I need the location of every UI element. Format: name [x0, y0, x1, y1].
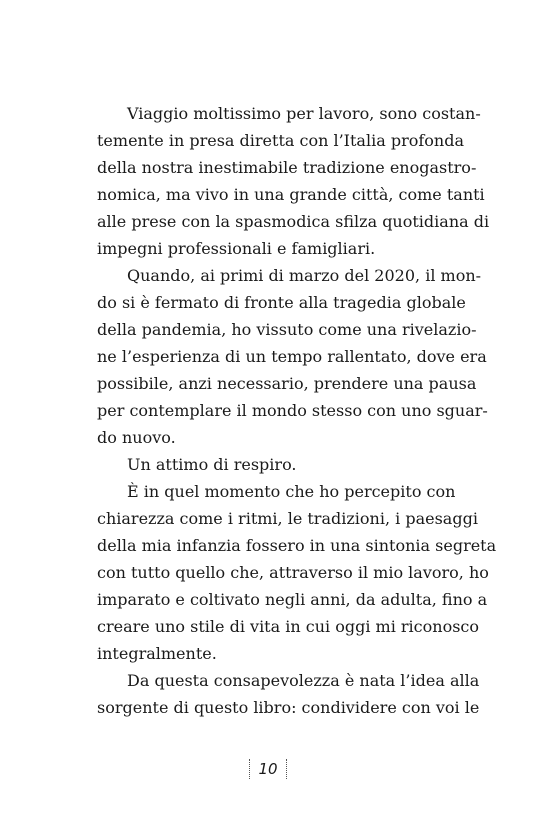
text-line: creare uno stile di vita in cui oggi mi riconosco: [97, 617, 480, 636]
text-line: ne l’esperienza di un tempo rallentato, dove era: [97, 347, 487, 366]
paragraph: [97, 451, 440, 478]
text-line: impegni professionali e famigliari.: [97, 239, 376, 258]
text-line: imparato e coltivato negli anni, da adulta, fino a: [97, 590, 488, 609]
paragraph: [97, 262, 488, 451]
text-line: con tutto quello che, attraverso il mio lavoro, ho: [97, 563, 489, 582]
text-line: È in quel momento che ho percepito con: [127, 482, 456, 501]
text-line: sorgente di questo libro: condividere con voi le: [97, 698, 480, 717]
text-line: della pandemia, ho vissuto come una rivelazio-: [97, 320, 477, 339]
paragraph: [97, 478, 497, 667]
text-line: Quando, ai primi di marzo del 2020, il mon-: [127, 266, 482, 285]
page-number: [0, 758, 536, 779]
text-line: integralmente.: [97, 644, 217, 663]
text-line: per contemplare il mondo stesso con uno sguar-: [97, 401, 488, 420]
paragraph: [97, 667, 480, 721]
text-line: Un attimo di respiro.: [127, 455, 297, 474]
text-line: possibile, anzi necessario, prendere una pausa: [97, 374, 477, 393]
body-text: [97, 100, 497, 721]
text-line: alle prese con la spasmodica sfilza quotidiana di: [97, 212, 490, 231]
page-number-left-rule: [249, 759, 250, 779]
text-line: temente in presa diretta con l’Italia profonda: [97, 131, 464, 150]
text-line: chiarezza come i ritmi, le tradizioni, i paesaggi: [97, 509, 478, 528]
text-line: della nostra inestimabile tradizione enogastro-: [97, 158, 477, 177]
text-line: Da questa consapevolezza è nata l’idea alla: [127, 671, 480, 690]
text-line: nomica, ma vivo in una grande città, come tanti: [97, 185, 485, 204]
page-number-value: 10: [258, 759, 278, 778]
text-line: della mia infanzia fossero in una sintonia segreta: [97, 536, 497, 555]
paragraph: [97, 100, 490, 262]
text-line: do si è fermato di fronte alla tragedia globale: [97, 293, 466, 312]
text-line: do nuovo.: [97, 428, 176, 447]
text-line: Viaggio moltissimo per lavoro, sono costan-: [127, 104, 481, 123]
page-number-right-rule: [286, 759, 287, 779]
